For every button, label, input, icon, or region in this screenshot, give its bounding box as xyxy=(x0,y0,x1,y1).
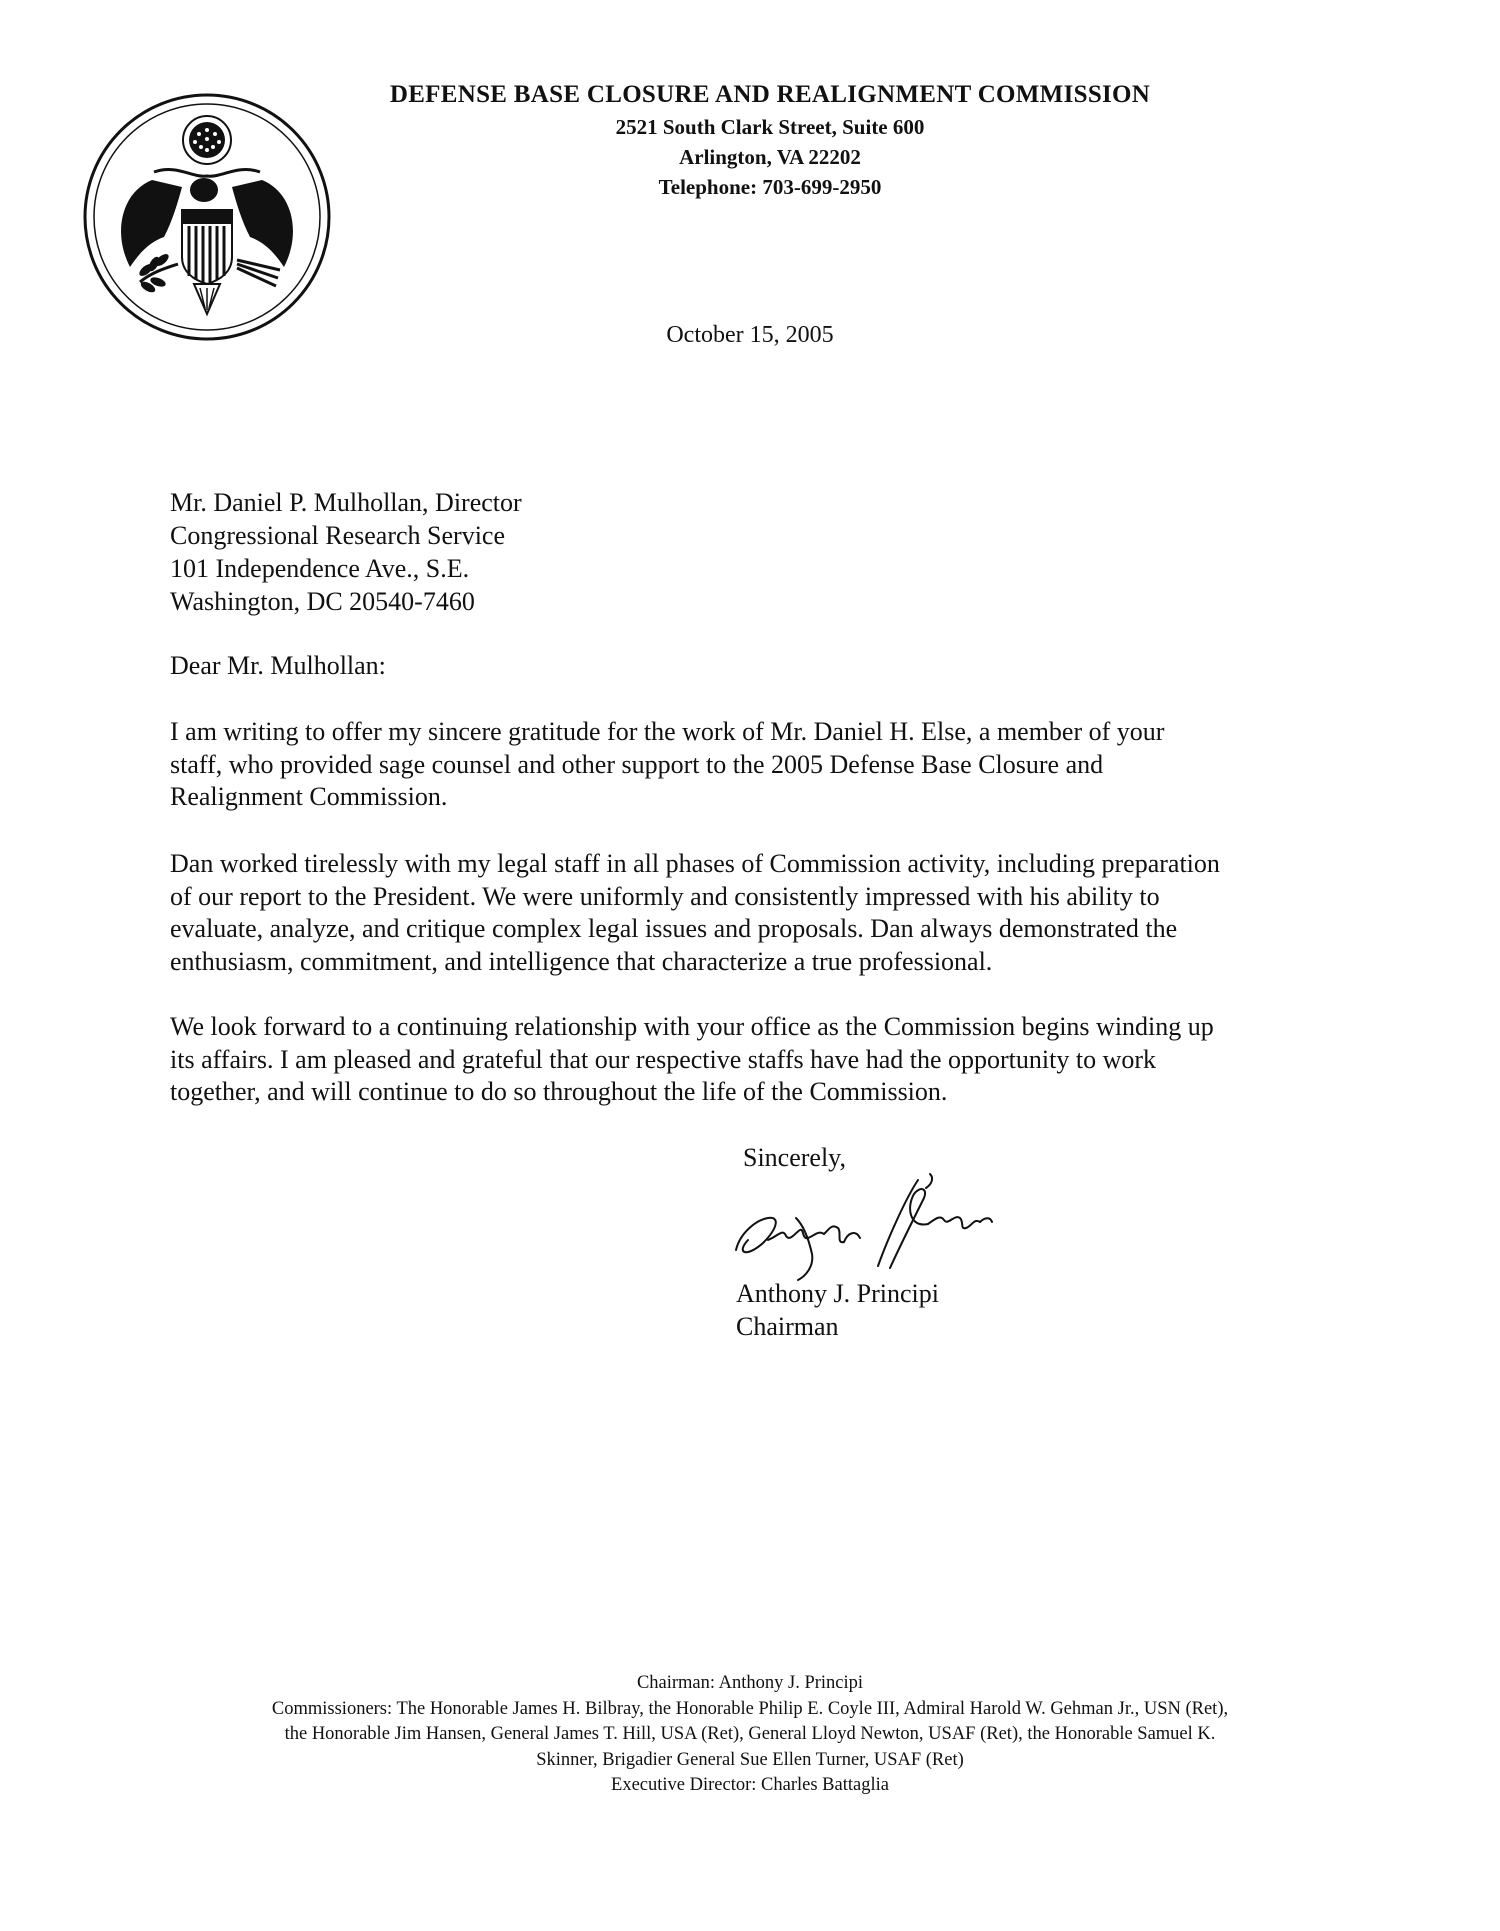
signer-name: Anthony J. Principi xyxy=(736,1279,939,1308)
signer-title: Chairman xyxy=(736,1312,839,1341)
signer-block xyxy=(736,1277,939,1343)
paragraph-line: together, and will continue to do so throughout the life of the Commission. xyxy=(170,1077,948,1106)
recipient-city: Washington, DC 20540-7460 xyxy=(170,587,475,616)
paragraph-line: Realignment Commission. xyxy=(170,782,448,811)
paragraph-line: We look forward to a continuing relationship with your office as the Commission begins winding up xyxy=(170,1012,1214,1041)
letter-date: October 15, 2005 xyxy=(666,322,834,348)
footer-chairman: Chairman: Anthony J. Principi xyxy=(636,1673,864,1693)
footer-commissioners-line: Commissioners: The Honorable James H. Bilbray, the Honorable Philip E. Coyle III, Admiral Harold W. Gehman Jr., USN (Ret), xyxy=(271,1698,1229,1719)
footer-commissioners-line: Skinner, Brigadier General Sue Ellen Turner, USAF (Ret) xyxy=(536,1749,964,1770)
paragraph-line: enthusiasm, commitment, and intelligence that characterize a true professional. xyxy=(170,946,993,976)
footer-executive-director: Executive Director: Charles Battaglia xyxy=(611,1775,889,1795)
recipient-name: Mr. Daniel P. Mulhollan, Director xyxy=(170,488,522,517)
paragraph-line: evaluate, analyze, and critique complex legal issues and proposals. Dan always demonstrated the xyxy=(170,914,1178,943)
paragraph-line: its affairs. I am pleased and grateful that our respective staffs have had the opportunity to work xyxy=(170,1044,1157,1074)
telephone: Telephone: 703-699-2950 xyxy=(658,175,882,199)
body-paragraph-3 xyxy=(170,1011,1330,1109)
closing: Sincerely, xyxy=(743,1143,846,1172)
great-seal-eagle-icon xyxy=(82,92,332,342)
paragraph-line: staff, who provided sage counsel and other support to the 2005 Defense Base Closure and xyxy=(170,749,1104,779)
paragraph-line: of our report to the President. We were uniformly and consistently impressed with his ability to xyxy=(170,881,1160,911)
organization-name: DEFENSE BASE CLOSURE AND REALIGNMENT COMMISSION xyxy=(389,81,1151,108)
recipient-address xyxy=(170,486,522,618)
body-paragraph-1 xyxy=(170,716,1330,814)
paragraph-line: I am writing to offer my sincere gratitude for the work of Mr. Daniel H. Else, a member of your xyxy=(170,717,1165,746)
letterhead xyxy=(330,78,1210,202)
paragraph-line: Dan worked tirelessly with my legal staff in all phases of Commission activity, including preparation xyxy=(170,849,1220,878)
footer-commissioners-line: the Honorable Jim Hansen, General James T. Hill, USA (Ret), General Lloyd Newton, USAF (Ret), the Honorable Samuel K. xyxy=(284,1724,1216,1744)
city-address: Arlington, VA 22202 xyxy=(679,145,861,169)
footer xyxy=(120,1671,1380,1799)
salutation: Dear Mr. Mulhollan: xyxy=(170,651,386,680)
body-paragraph-2 xyxy=(170,848,1330,978)
street-address: 2521 South Clark Street, Suite 600 xyxy=(615,115,925,139)
recipient-street: 101 Independence Ave., S.E. xyxy=(170,554,470,583)
recipient-organization: Congressional Research Service xyxy=(170,521,506,550)
